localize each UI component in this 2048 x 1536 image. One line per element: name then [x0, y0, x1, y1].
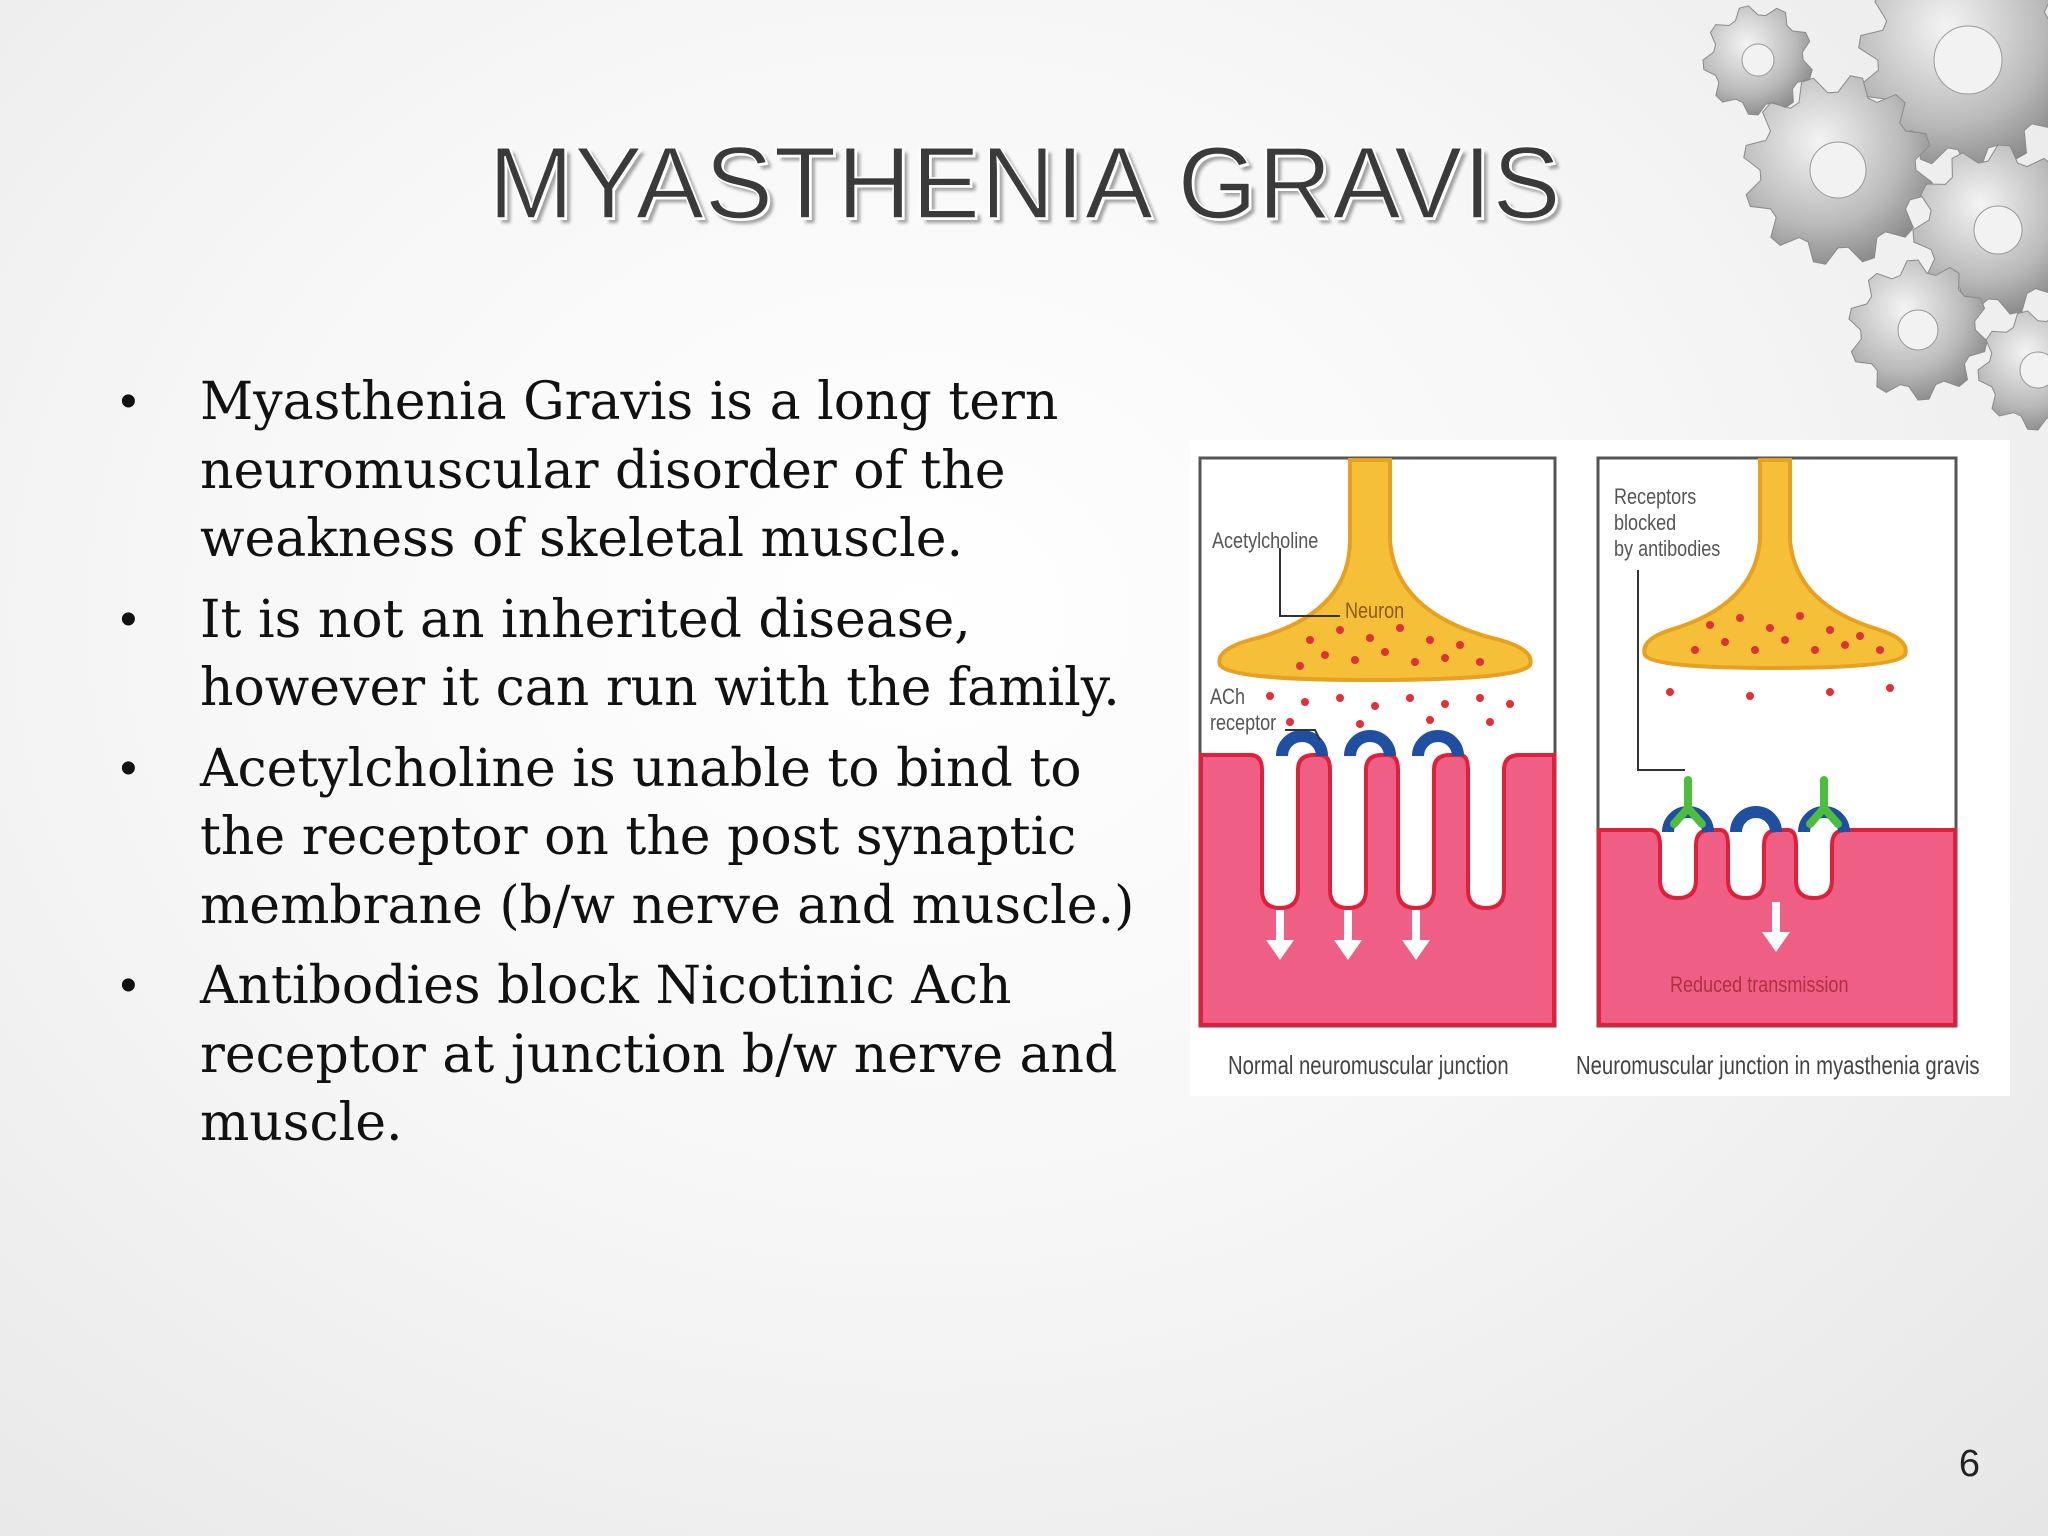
acetylcholine-dot [1826, 688, 1834, 696]
reduced-transmission-label: Reduced transmission [1670, 972, 1849, 997]
receptors-blocked-label-line3: by antibodies [1614, 536, 1721, 561]
receptors-blocked-label-line2: blocked [1614, 510, 1677, 535]
acetylcholine-dot [1366, 634, 1374, 642]
neuron-label: Neuron [1345, 598, 1405, 623]
acetylcholine-dot [1426, 636, 1434, 644]
acetylcholine-dot [1811, 646, 1819, 654]
acetylcholine-dot [1441, 654, 1449, 662]
bullet-item [120, 368, 1160, 574]
acetylcholine-dot [1406, 694, 1414, 702]
acetylcholine-dot [1736, 614, 1744, 622]
acetylcholine-dot [1456, 641, 1464, 649]
acetylcholine-dot [1301, 698, 1309, 706]
normal-junction-caption: Normal neuromuscular junction [1228, 1050, 1509, 1080]
acetylcholine-dot [1666, 688, 1674, 696]
bullet-text: Myasthenia Gravis is a long tern neuromuscular disorder of the weakness of skeletal muscle. [200, 372, 1059, 569]
acetylcholine-dot [1826, 626, 1834, 634]
acetylcholine-dot [1486, 718, 1494, 726]
acetylcholine-dot [1746, 692, 1754, 700]
acetylcholine-dot [1396, 624, 1404, 632]
bullet-dot: • [120, 375, 137, 428]
myasthenia-junction-caption: Neuromuscular junction in myasthenia gravis [1576, 1050, 1980, 1080]
acetylcholine-dot [1286, 718, 1294, 726]
acetylcholine-dot [1766, 624, 1774, 632]
acetylcholine-dot [1336, 626, 1344, 634]
acetylcholine-dot [1506, 700, 1514, 708]
acetylcholine-dot [1306, 636, 1314, 644]
acetylcholine-dot [1691, 646, 1699, 654]
acetylcholine-dot [1781, 636, 1789, 644]
acetylcholine-dot [1371, 702, 1379, 710]
neuromuscular-junction-figure [1190, 440, 2010, 1096]
acetylcholine-dot [1721, 638, 1729, 646]
acetylcholine-dot [1411, 658, 1419, 666]
bullet-text: Antibodies block Nicotinic Ach receptor at junction b/w nerve and muscle. [200, 956, 1118, 1153]
acetylcholine-dot [1441, 700, 1449, 708]
bullet-dot: • [120, 592, 137, 646]
bullet-text: It is not an inherited disease, however it can run with the family. [200, 589, 1120, 718]
acetylcholine-dot [1706, 621, 1714, 629]
acetylcholine-dot [1856, 632, 1864, 640]
acetylcholine-dot [1476, 694, 1484, 702]
bullet-item [120, 952, 1160, 1158]
ach-receptor-label-line2: receptor [1210, 710, 1277, 735]
acetylcholine-dot [1356, 720, 1364, 728]
acetylcholine-label: Acetylcholine [1212, 528, 1319, 553]
receptors-blocked-label-line1: Receptors [1614, 484, 1697, 509]
acetylcholine-dot [1426, 716, 1434, 724]
ach-receptor-label-line1: ACh [1210, 684, 1246, 709]
acetylcholine-dot [1751, 646, 1759, 654]
acetylcholine-dot [1381, 648, 1389, 656]
gears-icon [1668, 0, 2048, 440]
acetylcholine-dot [1336, 694, 1344, 702]
bullet-item [120, 735, 1160, 941]
bullet-dot: • [120, 959, 137, 1012]
acetylcholine-dot [1296, 662, 1304, 670]
acetylcholine-dot [1476, 658, 1484, 666]
acetylcholine-dot [1266, 692, 1274, 700]
page-number: 6 [1958, 1443, 1980, 1485]
acetylcholine-dot [1886, 684, 1894, 692]
bullet-dot: • [120, 741, 137, 795]
slide-title: MYASTHENIA GRAVIS [488, 126, 1562, 240]
acetylcholine-dot [1351, 656, 1359, 664]
acetylcholine-dot [1796, 612, 1804, 620]
acetylcholine-dot [1321, 651, 1329, 659]
acetylcholine-dot [1876, 646, 1884, 654]
bullet-list [120, 368, 1160, 1170]
acetylcholine-dot [1841, 641, 1849, 649]
bullet-text: Acetylcholine is unable to bind to the receptor on the post synaptic membrane (b/w nerve and muscle.) [200, 738, 1135, 936]
bullet-item [120, 586, 1160, 723]
